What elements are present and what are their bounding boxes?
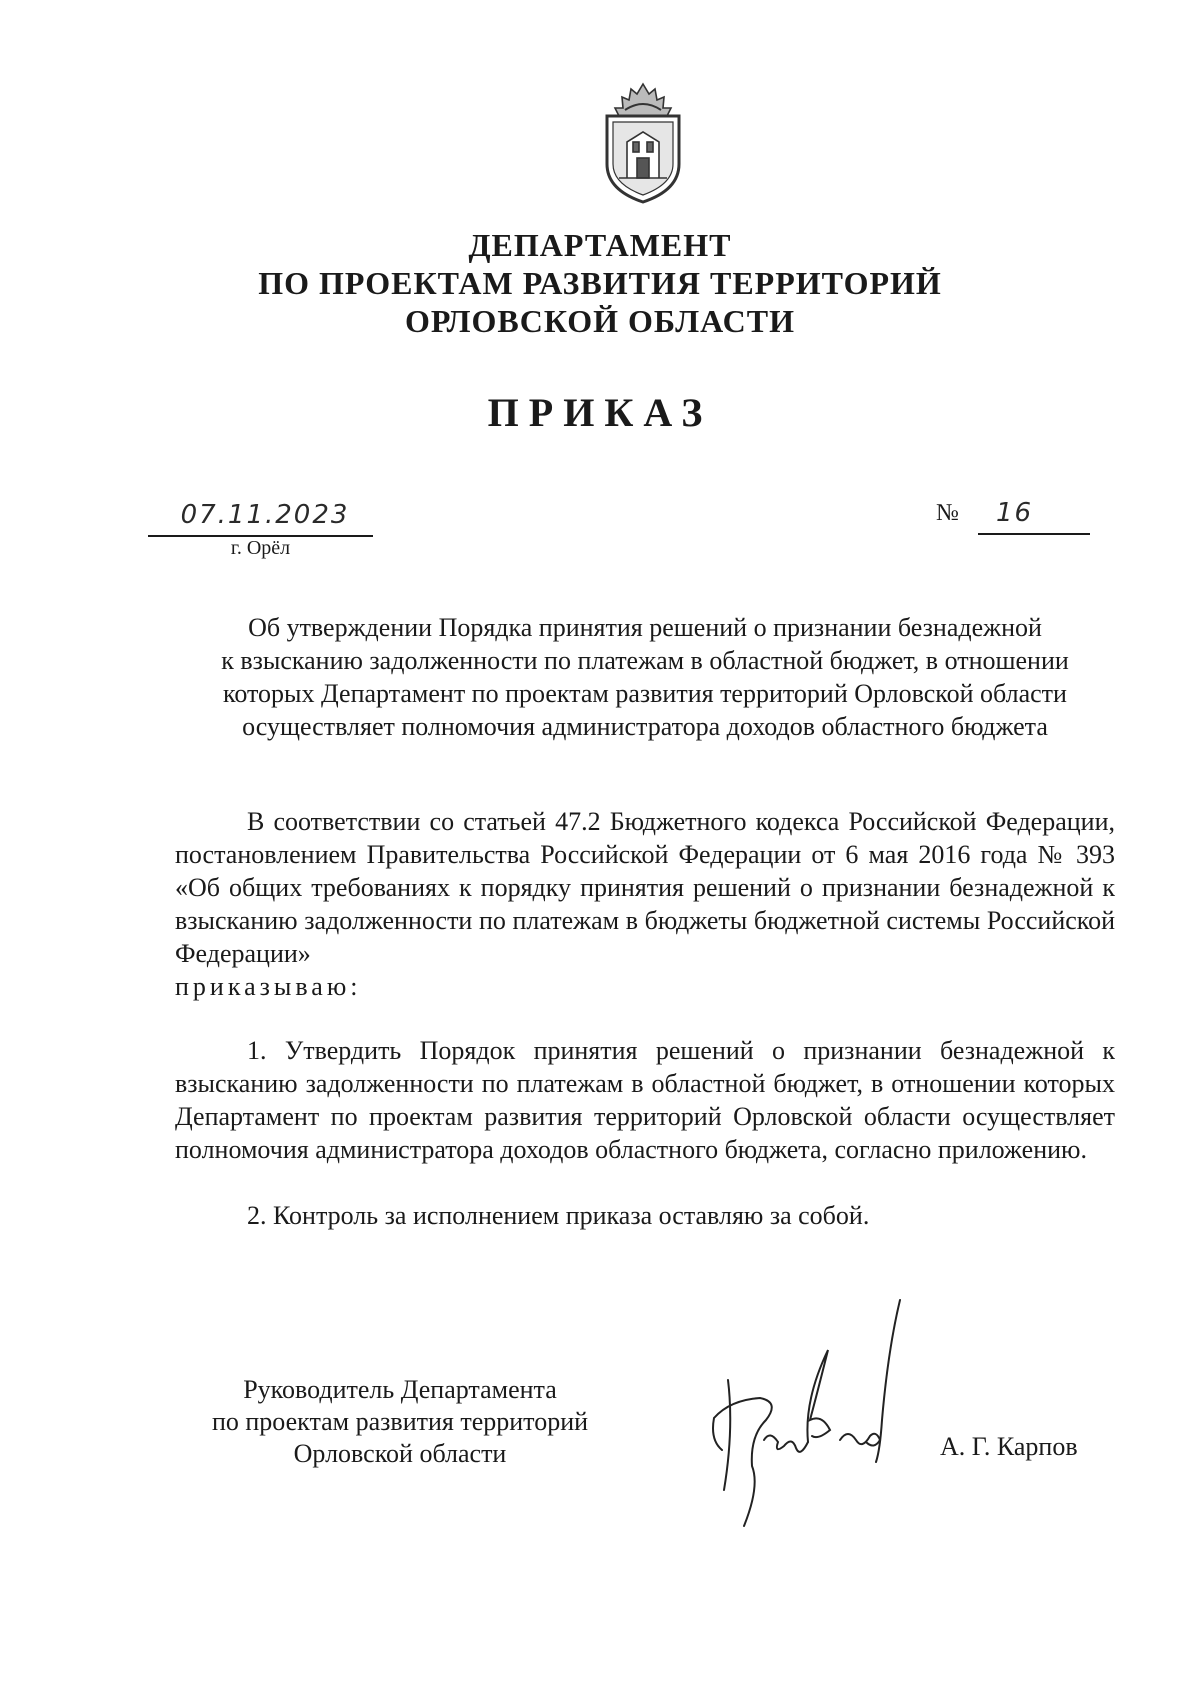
subject-line: к взысканию задолженности по платежам в областной бюджет, в отношении [221,646,1069,675]
document-subject [175,611,1115,743]
preamble-text: В соответствии со статьей 47.2 Бюджетного кодекса Российской Федерации, постановлением Правительства Российской Федерации от 6 мая 2016 года № 393 «Об общих требованиях к порядку принятия решений о признании безнадежной к взысканию задолженности по платежам в бюджеты бюджетной системы Российской Федерации» [175,807,1115,968]
number-label: № [936,500,959,526]
order-item-2 [175,1199,1115,1232]
signer-position-line: Руководитель Департамента [243,1375,557,1404]
subject-line: осуществляет полномочия администратора доходов областного бюджета [242,712,1048,741]
signer-position-line: по проектам развития территорий [211,1407,589,1436]
org-name-line-1: ДЕПАРТАМЕНТ [468,227,732,263]
order-item-text: 1. Утвердить Порядок принятия решений о признании безнадежной к взысканию задолженности по платежам в областной бюджет, в отношении которых Департамент по проектам развития территорий Орловской области осуществляет полномочия администратора доходов областного бюджета, согласно приложению. [175,1036,1115,1164]
order-item-text: 2. Контроль за исполнением приказа оставляю за собой. [247,1201,870,1230]
org-name-line-2: ПО ПРОЕКТАМ РАЗВИТИЯ ТЕРРИТОРИЙ [258,265,942,301]
city-label: г. Орёл [230,537,291,559]
handwritten-signature-icon [700,1290,930,1550]
number-underline [978,533,1090,535]
subject-line: которых Департамент по проектам развития территорий Орловской области [223,679,1067,708]
order-word: приказываю: [175,972,362,1001]
order-item-1 [175,1034,1115,1166]
document-date: 07.11.2023 [180,500,350,530]
document-number: 16 [996,498,1034,528]
signer-position [160,1374,640,1470]
signer-position-line: Орловской области [293,1439,507,1468]
subject-line: Об утверждении Порядка принятия решений о признании безнадежной [248,613,1042,642]
org-name-line-3: ОРЛОВСКОЙ ОБЛАСТИ [405,303,795,339]
signer-name: А. Г. Карпов [940,1432,1078,1461]
document-type-title: ПРИКАЗ [487,390,713,435]
preamble-paragraph [175,805,1115,1003]
orel-oblast-coat-of-arms-icon [597,80,689,205]
